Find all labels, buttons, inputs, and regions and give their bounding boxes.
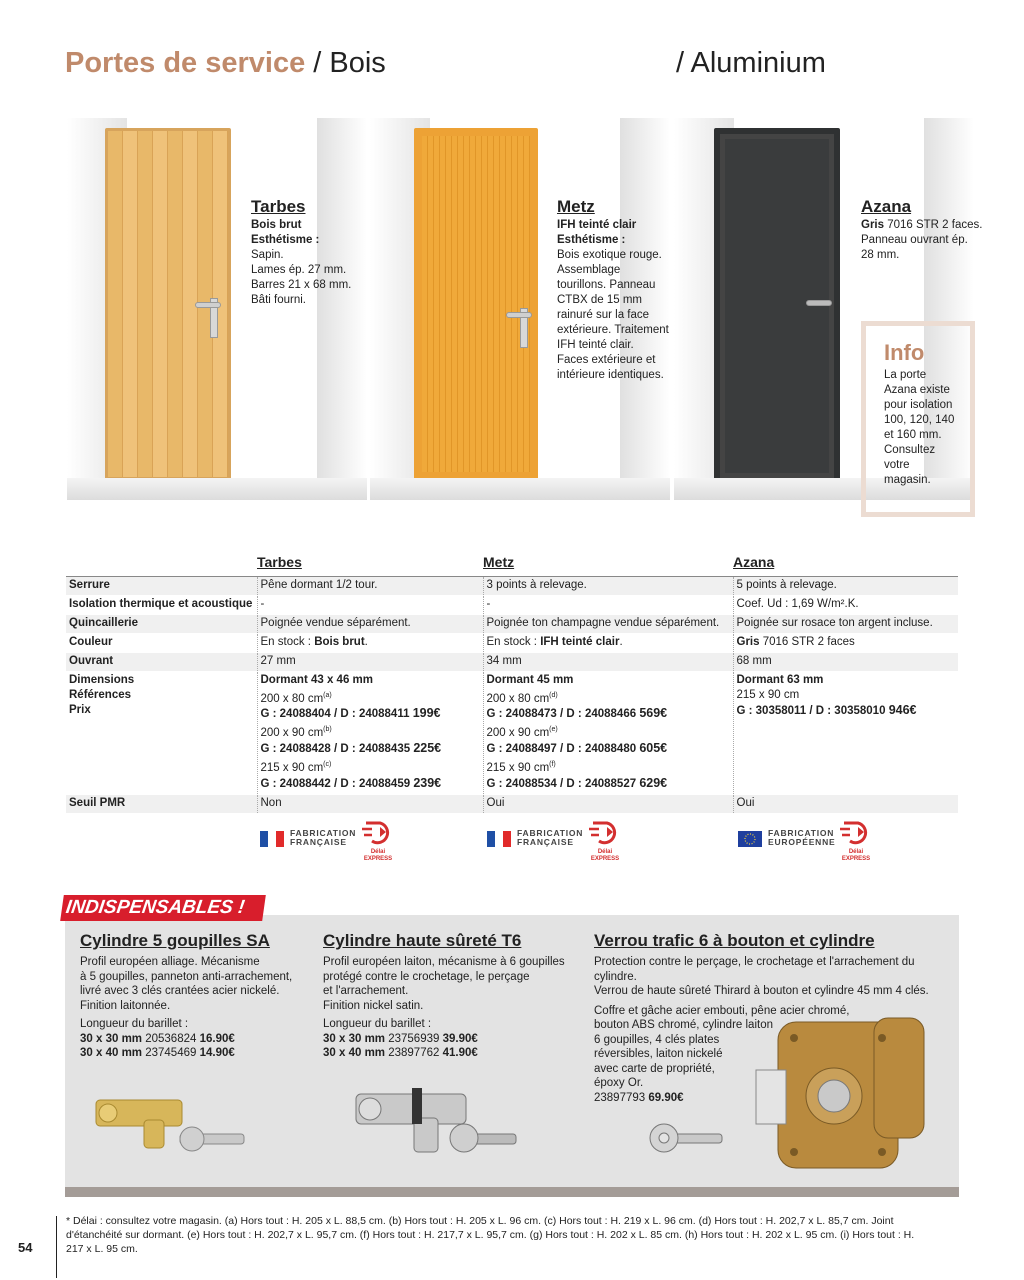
spec-cell: Pêne dormant 1/2 tour. [257,576,483,595]
row-label: Isolation thermique et acoustique [66,595,257,614]
spec-cell: Dormant 45 mm 200 x 80 $cm^{(d)}$ G : 24088473 / D : 24088466 569€ 200 x 90 $cm^{(e)}$ G : 24088497 / D : 24088480 605€ 215 x 90 $cm^{(f)}$ G : 24088534 / D : 24088527 629€ [483,671,733,794]
col-header: Metz [483,548,733,576]
spec-row [66,614,958,633]
badge-fabrication [260,817,410,863]
product-title: Verrou trafic 6 à bouton et cylindre [594,931,875,950]
row-label: Seuil PMR [66,794,257,813]
spec-cell: - [257,595,483,614]
france-flag-icon [260,831,284,847]
spec-cell: Gris 7016 STR 2 faces [733,633,958,652]
spec-cell: Poignée sur rosace ton argent incluse. [733,614,958,633]
spec-cell: 27 mm [257,652,483,671]
cylinder-brass-image [92,1088,252,1168]
row-label: Quincaillerie [66,614,257,633]
eu-flag-icon [738,831,762,847]
badge-fabrication [738,817,888,863]
express-delay-icon: Délai EXPRESS [587,817,623,863]
spec-row [66,595,958,614]
product-title: Cylindre 5 goupilles SA [80,931,270,950]
spec-row-dimensions [66,671,958,794]
row-label: Serrure [66,576,257,595]
cylinder-sa-product: Cylindre 5 goupilles SA Profil européen alliage. Mécanisme à 5 goupilles, panneton anti-arrachement, livré avec 3 clés crantées acier nickelé. Finition laitonnée. Longueur du barillet : 30 x 30 mm 20536824 16.90€ 30 x 40 mm 23745469 14.90€ [80,930,310,1061]
metz-door [414,128,538,480]
tarbes-door-photo [67,118,367,500]
info-box: Info La porte Azana existe pour isolation 100, 120, 140 et 160 mm. Consultez votre magasin. [861,321,975,517]
badge-fabrication [487,817,637,863]
cylinder-nickel-image [352,1078,522,1173]
keys-image [640,1110,730,1170]
row-label: Ouvrant [66,652,257,671]
spec-cell: En stock : IFH teinté clair. [483,633,733,652]
spec-cell: Coef. Ud : 1,69 W/m².K. [733,595,958,614]
express-delay-icon: Délai EXPRESS [838,817,874,863]
col-header: Tarbes [257,548,483,576]
product-name: Tarbes [251,197,306,216]
cylinder-t6-product: Cylindre haute sûreté T6 Profil européen laiton, mécanisme à 6 goupilles protégé contre le crochetage, le perçage et l'arrachement. Finition nickel satin. Longueur du barillet : 30 x 30 mm 23756939 39.90€ 30 x 40 mm 23897762 41.90€ [323,930,573,1061]
spec-cell: - [483,595,733,614]
france-flag-icon [487,831,511,847]
page-number: 54 [18,1240,33,1255]
spec-cell: En stock : Bois brut. [257,633,483,652]
fabrication-label: FABRICATION FRANÇAISE [517,828,584,847]
product-name: Metz [557,197,595,216]
info-heading: Info [884,340,925,365]
row-label: Dimensions Références Prix [66,671,257,794]
spec-cell: Non [257,794,483,813]
verrou-lock-image [750,1014,930,1174]
spec-cell: 3 points à relevage. [483,576,733,595]
spec-row [66,576,958,595]
page-divider [56,1216,57,1278]
tarbes-description: Tarbes Bois brut Esthétisme : Sapin. Lames ép. 27 mm. Barres 21 x 68 mm. Bâti fourni. [251,197,352,306]
fabrication-label: FABRICATION EUROPÉENNE [768,828,836,847]
azana-door [714,128,840,484]
spec-cell: Dormant 63 mm 215 x 90 cm G : 30358011 / D : 30358010 946€ [733,671,958,794]
spec-cell: Oui [483,794,733,813]
spec-cell: 34 mm [483,652,733,671]
azana-description: Azana Gris 7016 STR 2 faces. Panneau ouvrant ép. 28 mm. [861,197,983,261]
footnote: * Délai : consultez votre magasin. (a) Hors tout : H. 205 x L. 88,5 cm. (b) Hors tout : H. 205 x L. 96 cm. (c) Hors tout : H. 219 x L. 96 cm. (d) Hors tout : H. 202,7 x L. 85,7 cm. Joint d'étanchéité sur dormant. (e) Hors tout : H. 202,7 x L. 95,7 cm. (f) Hors tout : H. 217,7 x L. 95,7 cm. (g) Hors tout : H. 202 x L. 85 cm. (h) Hors tout : H. 202 x L. 95 cm. (i) Hors tout : H. 217 x L. 95 cm. [66,1215,915,1255]
express-delay-icon: Délai EXPRESS [360,817,396,863]
product-name: Azana [861,197,912,216]
title-category: Portes de service [65,47,306,79]
product-title: Cylindre haute sûreté T6 [323,931,522,950]
title-aluminium: / Aluminium [676,47,826,79]
spec-row [66,794,958,813]
spec-table [66,548,958,814]
spec-cell: Dormant 43 x 46 mm 200 x 80 $cm^{(a)}$ G : 24088404 / D : 24088411 199€ 200 x 90 $cm^{(b)}$ G : 24088428 / D : 24088435 225€ 215 x 90 $cm^{(c)}$ G : 24088442 / D : 24088459 239€ [257,671,483,794]
metz-description: Metz IFH teinté clair Esthétisme : Bois exotique rouge. Assemblage tourillons. Panneau CTBX de 15 mm rainuré sur la face extérieure. Traitement IFH teinté clair. Faces extérieure et intérieure identiques. [557,197,669,381]
fabrication-label: FABRICATION FRANÇAISE [290,828,357,847]
col-header: Azana [733,548,958,576]
indispensables-bar [65,1187,959,1197]
spec-cell: Poignée ton champagne vendue séparément. [483,614,733,633]
spec-cell: Oui [733,794,958,813]
spec-cell: 68 mm [733,652,958,671]
verrou-product: Verrou trafic 6 à bouton et cylindre Protection contre le perçage, le crochetage et l'arrachement du cylindre. Verrou de haute sûreté Thirard à bouton et cylindre 45 mm 4 clés. Coffre et gâche acier embouti, pêne acier chromé, bouton ABS chromé, cylindre laiton 6 goupilles, 4 clés plates réversibles, laiton nickelé avec carte de propriété, époxy Or. 23897793 69.90€ [594,930,954,1105]
row-label: Couleur [66,633,257,652]
page-title [65,46,386,80]
spec-cell: Poignée vendue séparément. [257,614,483,633]
spec-cell: 5 points à relevage. [733,576,958,595]
indispensables-tag: INDISPENSABLES ! [60,895,266,921]
spec-row [66,633,958,652]
spec-row [66,652,958,671]
title-wood: / Bois [305,47,386,79]
